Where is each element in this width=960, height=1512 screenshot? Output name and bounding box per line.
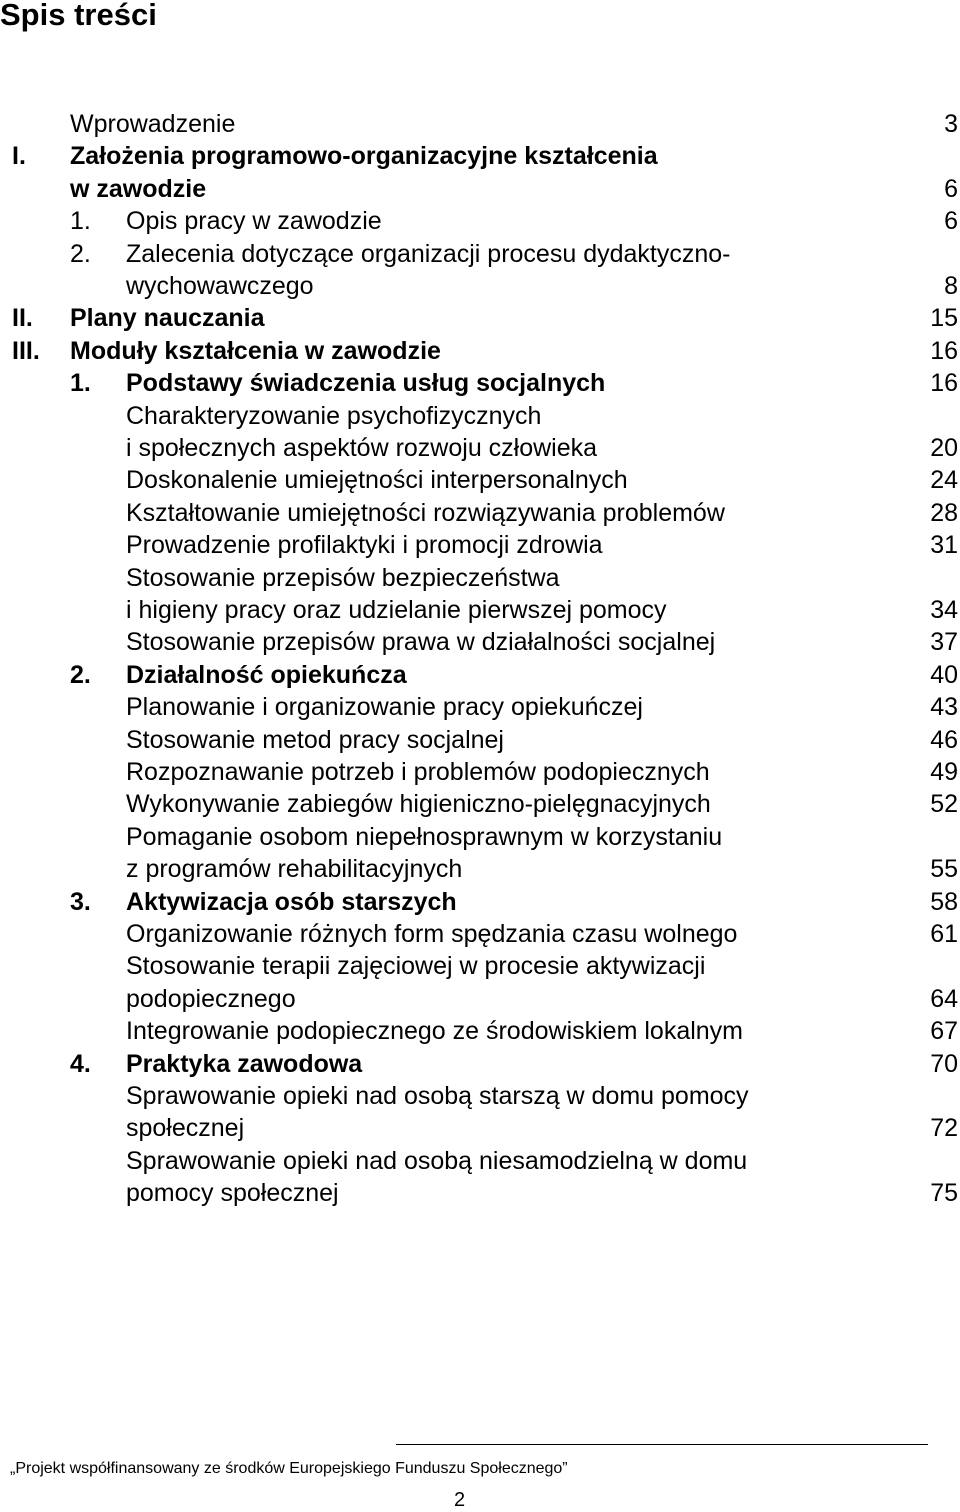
toc-entry-title: Sprawowanie opieki nad osobą niesamodzielną w domu (126, 1146, 748, 1175)
toc-entry (0, 691, 960, 723)
toc-entry (0, 238, 960, 270)
toc-entry-title: Opis pracy w zawodzie (126, 207, 382, 236)
footer-divider (396, 1444, 928, 1445)
toc-entry (0, 950, 960, 982)
toc-entry (0, 1080, 960, 1112)
toc-entry (0, 400, 960, 432)
toc-entry-page: 8 (944, 272, 958, 300)
toc-entry-title: Stosowanie przepisów prawa w działalności socjalnej (126, 628, 716, 657)
toc-entry-page: 6 (944, 174, 958, 203)
toc-entry (0, 626, 960, 658)
toc-entry-title: Rozpoznawanie potrzeb i problemów podopiecznych (126, 758, 710, 786)
toc-entry (0, 302, 960, 334)
toc-entry-title: i społecznych aspektów rozwoju człowieka (126, 434, 598, 462)
toc-entry-page: 46 (930, 725, 958, 754)
toc-entry (0, 756, 960, 788)
toc-entry-title: Stosowanie przepisów bezpieczeństwa (126, 563, 560, 592)
toc-entry-number: 4. (70, 1049, 91, 1078)
toc-entry-title: z programów rehabilitacyjnych (126, 855, 463, 884)
page-title: Spis treści (0, 0, 157, 32)
toc-entry-page: 24 (930, 466, 958, 495)
page-number: 2 (454, 1489, 466, 1511)
toc-entry (0, 140, 960, 172)
toc-entry (0, 497, 960, 529)
toc-entry-page: 34 (930, 596, 958, 624)
toc-entry-title: i higieny pracy oraz udzielanie pierwszej pomocy (126, 596, 667, 624)
toc-entry-page: 16 (930, 336, 958, 365)
toc-entry-title: pomocy społecznej (126, 1179, 339, 1208)
toc-entry (0, 788, 960, 820)
toc-entry (0, 886, 960, 918)
toc-entry-number: 3. (70, 887, 91, 916)
toc-entry-page: 49 (930, 758, 958, 786)
toc-entry (0, 821, 960, 853)
toc-entry-number: 2. (70, 239, 91, 268)
toc-entry-title: Działalność opiekuńcza (126, 660, 407, 689)
toc-entry-title: Charakteryzowanie psychofizycznych (126, 401, 542, 430)
toc-entry (0, 335, 960, 367)
toc-entry (0, 1015, 960, 1047)
toc-entry-page: 31 (930, 531, 958, 560)
toc-entry-number: I. (12, 142, 26, 171)
toc-entry-title: Podstawy świadczenia usług socjalnych (126, 369, 606, 398)
toc-entry-number: II. (12, 304, 33, 333)
toc-entry-page: 28 (930, 498, 958, 527)
toc-entry-title: Stosowanie metod pracy socjalnej (126, 725, 504, 754)
toc-entry (0, 367, 960, 399)
toc-entry-title: Sprawowanie opieki nad osobą starszą w domu pomocy (126, 1082, 749, 1110)
toc-entry-page: 55 (930, 855, 958, 884)
toc-entry (0, 724, 960, 756)
toc-entry (0, 1112, 960, 1144)
toc-entry-title: Wykonywanie zabiegów higieniczno-pielęgnacyjnych (126, 790, 711, 819)
toc-entry-title: Pomaganie osobom niepełnosprawnym w korzystaniu (126, 822, 723, 851)
toc-entry-page: 43 (930, 693, 958, 722)
toc-entry-number: 1. (70, 369, 91, 398)
toc-entry-page: 70 (930, 1049, 958, 1078)
toc-entry (0, 270, 960, 302)
toc-entry-page: 3 (944, 110, 958, 138)
toc-entry (0, 108, 960, 140)
toc-entry (0, 464, 960, 496)
toc-entry-title: społecznej (126, 1114, 245, 1143)
toc-entry-title: Prowadzenie profilaktyki i promocji zdrowia (126, 531, 603, 560)
toc-entry-page: 61 (930, 920, 958, 948)
toc-entry-title: Moduły kształcenia w zawodzie (70, 336, 441, 365)
toc-entry (0, 983, 960, 1015)
toc-entry-title: Zalecenia dotyczące organizacji procesu dydaktyczno- (126, 239, 731, 268)
toc-entry (0, 853, 960, 885)
toc-entry-title: Integrowanie podopiecznego ze środowiskiem lokalnym (126, 1017, 744, 1046)
toc-entry-title: Stosowanie terapii zajęciowej w procesie aktywizacji (126, 952, 706, 981)
toc-entry-title: Aktywizacja osób starszych (126, 887, 457, 916)
toc-entry (0, 1048, 960, 1080)
toc-entry-page: 52 (930, 790, 958, 819)
toc-entry (0, 918, 960, 950)
toc-entry (0, 594, 960, 626)
footer-text: „Projekt współfinansowany ze środków Europejskiego Funduszu Społecznego” (10, 1460, 568, 1477)
toc-entry-title: podopiecznego (126, 984, 296, 1013)
toc-entry (0, 659, 960, 691)
toc-entry-title: Planowanie i organizowanie pracy opiekuńczej (126, 693, 643, 722)
toc-entry (0, 205, 960, 237)
toc-entry-page: 40 (930, 660, 958, 689)
toc-entry-page: 6 (944, 207, 958, 236)
toc-entry (0, 432, 960, 464)
toc-entry-title: wychowawczego (126, 272, 314, 300)
toc-entry (0, 529, 960, 561)
toc-entry-title: Kształtowanie umiejętności rozwiązywania problemów (126, 498, 725, 527)
toc-entry-title: Wprowadzenie (70, 110, 236, 138)
toc-entry-page: 16 (930, 369, 958, 398)
toc-entry-page: 72 (930, 1114, 958, 1143)
toc-entry-page: 75 (930, 1179, 958, 1208)
toc-entry-page: 64 (930, 984, 958, 1013)
toc-entry-number: 2. (70, 660, 91, 689)
toc-entry (0, 173, 960, 205)
toc-entry-title: Praktyka zawodowa (126, 1049, 363, 1078)
toc-entry-page: 58 (930, 887, 958, 916)
toc-entry-page: 37 (930, 628, 958, 657)
toc-entry-title: Organizowanie różnych form spędzania czasu wolnego (126, 920, 738, 948)
toc-entry-title: w zawodzie (70, 174, 207, 203)
toc-entry-title: Doskonalenie umiejętności interpersonalnych (126, 466, 628, 495)
toc-entry-number: III. (12, 336, 40, 365)
toc-entry-title: Założenia programowo-organizacyjne kształcenia (70, 142, 658, 171)
toc-entry-number: 1. (70, 207, 91, 236)
toc-entry-page: 15 (930, 304, 958, 333)
toc-entry-title: Plany nauczania (70, 304, 265, 333)
toc-entry (0, 1177, 960, 1209)
toc-entry-page: 20 (930, 434, 958, 462)
toc-entry-page: 67 (930, 1017, 958, 1046)
toc-entry (0, 562, 960, 594)
toc-entry (0, 1145, 960, 1177)
